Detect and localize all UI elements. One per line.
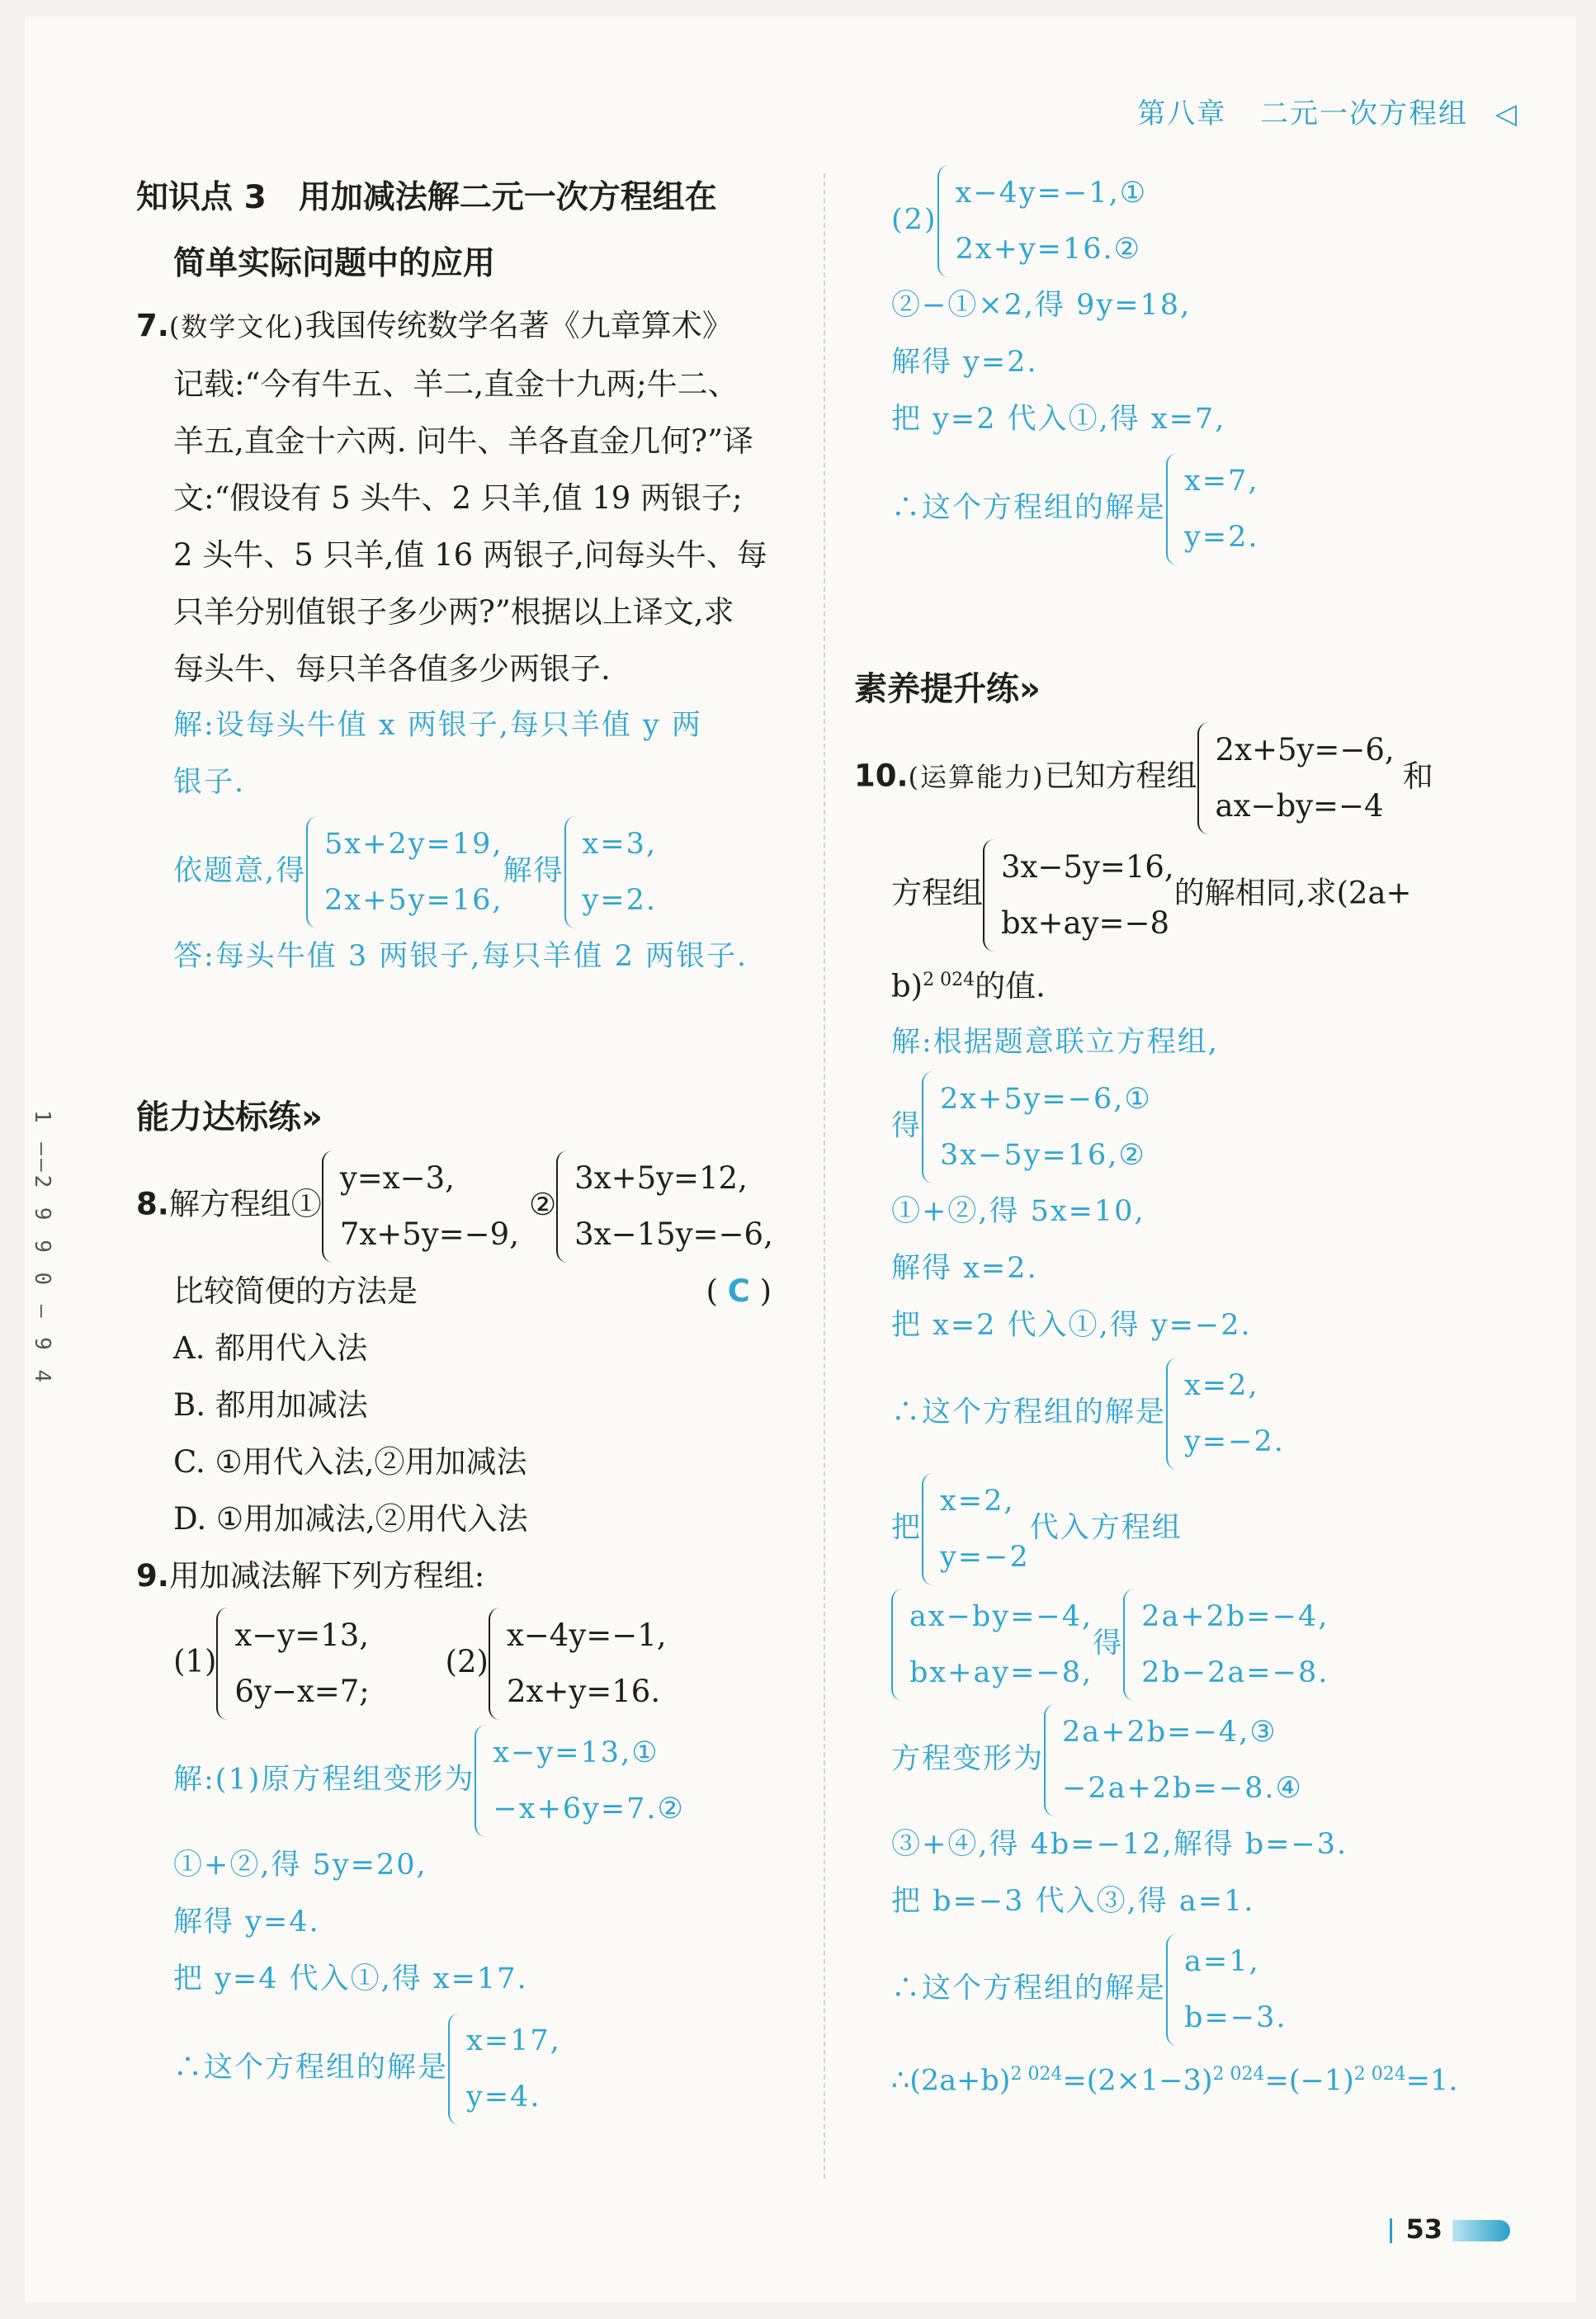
equation: a=1,	[1184, 1945, 1260, 1979]
equation-system	[564, 816, 658, 928]
question-text: 方程组	[891, 875, 983, 911]
answer-text: 依题意,得	[173, 854, 307, 888]
question-text: 的解相同,求(2a+	[1173, 875, 1412, 911]
question-text: 只羊分别值银子多少两?”根据以上译文,求	[173, 594, 734, 630]
question-tag: (数学文化)	[168, 311, 305, 342]
question-text: 的值.	[975, 968, 1046, 1004]
equation-system	[922, 1473, 1030, 1585]
section-title-text: 素养提升练	[854, 670, 1019, 708]
question-text: 我国传统数学名著《九章算术》	[305, 308, 733, 343]
equation: x=17,	[466, 2024, 561, 2057]
question-9	[136, 1547, 796, 2125]
equation: 2x+y=16.②	[955, 233, 1142, 266]
equation-system	[556, 1150, 773, 1263]
equation: x=7,	[1184, 465, 1259, 498]
equation: 2a+2b=−4,③	[1062, 1716, 1277, 1750]
equation-system	[306, 816, 503, 928]
question-number: 8.	[136, 1186, 169, 1222]
answer-text: =(−1)	[1264, 2064, 1354, 2098]
question-text: 用加减法解下列方程组:	[168, 1558, 485, 1594]
equation-system	[216, 1608, 369, 1720]
equation: x−4y=−1,	[506, 1618, 667, 1653]
part-label: (1)	[173, 1643, 217, 1679]
answer-line: 解:根据题意联立方程组,	[891, 1026, 1219, 1060]
equation-system	[1044, 1704, 1303, 1816]
question-text: 文:“假设有 5 头牛、2 只羊,值 19 两银子;	[173, 480, 743, 516]
equation: bx+ay=−8	[1001, 905, 1170, 941]
answer-step: 把 x=2 代入①,得 y=−2.	[891, 1309, 1252, 1343]
page	[25, 17, 1576, 2302]
answer-solution	[854, 1934, 1531, 2046]
answer-step: 把 y=2 代入①,得 x=7,	[891, 403, 1226, 436]
question-text: 羊五,直金十六两. 问牛、羊各直金几何?”译	[173, 423, 754, 459]
answer-solution	[854, 1358, 1531, 1470]
answer-step: ①+②,得 5x=10,	[891, 1195, 1145, 1229]
page-corner-decoration	[1452, 2220, 1510, 2241]
equation: x−y=13,	[234, 1618, 370, 1653]
equation-system	[1197, 722, 1395, 834]
option-d: D. ①用加减法,②用代入法	[173, 1501, 528, 1537]
answer-transform	[854, 1704, 1531, 1816]
equation: y=2.	[1184, 521, 1259, 554]
equation: 6y−x=7;	[234, 1674, 370, 1709]
paren: (	[706, 1273, 718, 1309]
answer-line: 银子.	[173, 766, 246, 799]
answer-final	[854, 2046, 1531, 2110]
answer-step: 解得 x=2.	[891, 1252, 1038, 1286]
option-a: A. 都用代入法	[173, 1330, 368, 1366]
answer-choice	[706, 1263, 772, 1320]
double-chevron-icon: »	[1019, 670, 1041, 708]
exponent: 2 024	[1353, 2064, 1406, 2085]
answer-solution	[854, 453, 1531, 565]
answer-solution	[136, 2013, 796, 2125]
double-chevron-icon: »	[301, 1098, 323, 1136]
question-text: 记载:“今有牛五、羊二,直金十九两;牛二、	[173, 366, 739, 402]
question-number: 10.	[854, 758, 909, 794]
answer-system-line	[136, 816, 796, 928]
question-tag: (运算能力)	[908, 761, 1045, 793]
equation: 5x+2y=19,	[324, 828, 503, 861]
equation: y=−2	[940, 1541, 1030, 1575]
selected-choice: C	[727, 1273, 750, 1309]
answer-step: ③+④,得 4b=−12,解得 b=−3.	[891, 1828, 1348, 1862]
option-c: C. ①用代入法,②用加减法	[173, 1444, 527, 1480]
answer-substitution-systems	[854, 1589, 1531, 1701]
right-column	[854, 165, 1531, 2110]
equation: x=2,	[940, 1485, 1015, 1518]
page-number	[1390, 2213, 1510, 2245]
answer-step: 把 b=−3 代入③,得 a=1.	[891, 1885, 1255, 1919]
equation-system	[322, 1150, 519, 1263]
answer-system-line	[136, 1725, 796, 1837]
equation: 7x+5y=−9,	[339, 1216, 519, 1252]
answer-text: =1.	[1405, 2064, 1458, 2098]
section-title	[854, 656, 1531, 722]
equation-system	[1166, 1934, 1287, 2046]
equation-system	[475, 1725, 685, 1837]
answer-text: 解:(1)原方程组变形为	[173, 1763, 475, 1797]
question-text-line	[854, 839, 1531, 952]
equation: y=x−3,	[339, 1160, 455, 1196]
option-b: B. 都用加减法	[173, 1387, 368, 1423]
equation: y=2.	[582, 884, 658, 917]
question-text-line	[854, 952, 1531, 1014]
equation-system	[983, 839, 1174, 952]
equation: ax−by=−4,	[909, 1600, 1093, 1634]
triangle-marker-icon: ◁	[1494, 97, 1518, 130]
knowledge-point-title: 知识点 3 用加减法解二元一次方程组在	[136, 179, 717, 216]
answer-step: 把 y=4 代入①,得 x=17.	[173, 1962, 528, 1995]
answer-text: 得	[1093, 1627, 1124, 1660]
equation: 2b−2a=−8.	[1141, 1656, 1329, 1690]
question-8	[136, 1150, 796, 1547]
equation-system	[1123, 1589, 1329, 1701]
equation: y=4.	[466, 2080, 541, 2114]
question-text	[136, 1263, 796, 1320]
section-title-text: 能力达标练	[136, 1098, 301, 1136]
equation: bx+ay=−8,	[909, 1656, 1093, 1690]
page-number-text: 53	[1405, 2213, 1443, 2245]
equation: x=3,	[582, 828, 657, 861]
part-label: (2)	[891, 203, 937, 237]
exponent: 2 024	[1212, 2064, 1265, 2085]
equation: b=−3.	[1184, 2001, 1287, 2035]
answer-step: 解得 y=4.	[173, 1906, 320, 1939]
answer-final: 答:每头牛值 3 两银子,每只羊值 2 两银子.	[173, 940, 748, 973]
question-10	[854, 722, 1531, 2110]
exponent: 2 024	[923, 970, 975, 990]
page-header	[1137, 91, 1518, 131]
answer-step: 解得 y=2.	[891, 346, 1038, 379]
question-9-parts	[136, 1608, 796, 1720]
equation: ax−by=−4	[1215, 788, 1384, 824]
part-label: (2)	[445, 1643, 489, 1679]
equation: x−4y=−1,①	[955, 177, 1148, 210]
answer-text: ∴这个方程组的解是	[891, 1396, 1167, 1429]
answer-system-line	[854, 165, 1531, 277]
section-title	[136, 1084, 796, 1150]
chapter-label: 第八章	[1137, 97, 1227, 130]
equation: y=−2.	[1184, 1425, 1285, 1459]
equation: x−y=13,①	[493, 1736, 659, 1769]
equation-system	[891, 1589, 1093, 1701]
answer-step: ②−①×2,得 9y=18,	[891, 289, 1192, 322]
question-text: b)	[891, 968, 923, 1004]
equation: 3x−5y=16,	[1001, 849, 1174, 885]
equation: 3x−5y=16,②	[940, 1139, 1146, 1173]
equation-system	[1166, 1358, 1285, 1470]
answer-step: ①+②,得 5y=20,	[173, 1849, 427, 1882]
answer-text: 方程变形为	[891, 1742, 1045, 1776]
question-number: 7.	[136, 308, 169, 343]
equation-system	[489, 1608, 667, 1720]
answer-substitution	[854, 1473, 1531, 1585]
equation: 2x+y=16.	[506, 1674, 661, 1709]
equation: 2x+5y=16,	[324, 884, 503, 917]
question-text: 已知方程组	[1044, 758, 1197, 794]
equation-system	[448, 2013, 561, 2125]
equation: x=2,	[1184, 1369, 1259, 1403]
answer-text: 代入方程组	[1029, 1511, 1183, 1545]
answer-text: 解得	[503, 854, 564, 888]
answer-system-line	[854, 1071, 1531, 1183]
margin-note: 1 ——2 9 9 0 — 9 4	[30, 1110, 54, 1386]
question-text-span: 比较简便的方法是	[173, 1273, 418, 1309]
answer-text: ∴这个方程组的解是	[891, 491, 1167, 525]
equation: 2x+5y=−6,①	[940, 1083, 1152, 1117]
equation: 3x+5y=12,	[574, 1160, 748, 1196]
question-number: 9.	[136, 1558, 169, 1594]
question-7	[136, 297, 796, 985]
answer-text: 得	[891, 1109, 923, 1143]
answer-text: 把	[891, 1511, 923, 1545]
chapter-title: 二元一次方程组	[1260, 97, 1469, 130]
equation: 2x+5y=−6,	[1215, 732, 1395, 767]
equation: −2a+2b=−8.④	[1062, 1772, 1303, 1806]
equation-system	[922, 1071, 1152, 1183]
answer-text: =(2×1−3)	[1062, 2064, 1213, 2098]
paren: )	[759, 1273, 772, 1309]
answer-line: 解:设每头牛值 x 两银子,每只羊值 y 两	[173, 709, 702, 742]
page-number-bar	[1390, 2218, 1392, 2243]
equation: 3x−15y=−6,	[574, 1216, 773, 1252]
exponent: 2 024	[1010, 2064, 1063, 2085]
equation: 2a+2b=−4,	[1141, 1600, 1329, 1634]
answer-text: ∴这个方程组的解是	[891, 1972, 1167, 2005]
left-column	[136, 165, 796, 2125]
equation-system	[937, 165, 1148, 277]
question-text: ②	[528, 1186, 557, 1222]
equation-system	[1166, 453, 1259, 565]
q9-part2-answer	[854, 165, 1531, 565]
answer-text: ∴这个方程组的解是	[173, 2051, 449, 2085]
question-text: 解方程组①	[168, 1186, 322, 1222]
question-text: 每头牛、每只羊各值多少两银子.	[173, 651, 611, 687]
answer-text: ∴(2a+b)	[891, 2064, 1011, 2098]
question-text: 2 头牛、5 只羊,值 16 两银子,问每头牛、每	[173, 537, 767, 573]
question-text: 和	[1402, 758, 1433, 794]
knowledge-point-title-2: 简单实际问题中的应用	[173, 245, 496, 282]
equation: −x+6y=7.②	[493, 1792, 685, 1825]
column-divider	[824, 173, 825, 2179]
